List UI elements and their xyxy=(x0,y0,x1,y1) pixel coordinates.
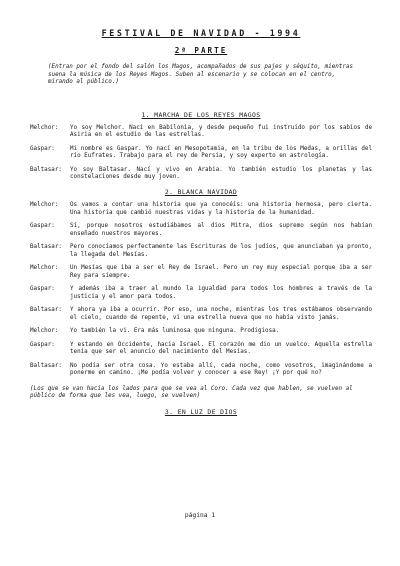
dialogue-text: No podía ser otra cosa. Yo estaba allí, cada noche, como vosotros, imaginándome a ponerme en camino. ¡Me podía volver y conocer a ese Rey! ¡Y por qué no? xyxy=(70,362,372,377)
speaker-name: Gaspar: xyxy=(30,223,55,230)
document-title: FESTIVAL DE NAVIDAD - 1994 xyxy=(101,28,301,38)
speaker-name: Melchor: xyxy=(30,328,59,335)
dialogue-line xyxy=(30,265,372,280)
speaker-name: Baltasar: xyxy=(30,244,62,251)
dialogue-text: Mi nombre es Gaspar. Yo nací en Mesopotamia, en la tribu de los Medas, a orillas del río Eufrates. Trabajo para el rey de Persia, y soy experto en astrología. xyxy=(70,145,372,160)
dialogue-line xyxy=(30,342,372,357)
speaker-name: Gaspar: xyxy=(30,145,55,152)
speaker-name: Melchor: xyxy=(30,202,59,209)
dialogue-line xyxy=(30,363,372,378)
speaker-name: Gaspar: xyxy=(30,341,55,348)
dialogue-text: Y ahora ya iba a ocurrir. Por eso, una noche, mientras los tres estábamos observando el cielo, cuando de repente, vi una estrella nueva que no había visto jamás. xyxy=(70,307,372,321)
speaker-name: Melchor: xyxy=(30,124,59,131)
dialogue-line xyxy=(30,223,372,238)
section-heading-navidad: 2. BLANCA NAVIDAD xyxy=(164,188,238,197)
dialogue-text: Os vamos a contar una historia que ya conocéis: una historia hermosa, pero cierta. Una historia que cambió nuestras vidas y la historia de la humanidad. xyxy=(70,202,372,216)
dialogue-line xyxy=(30,125,372,140)
dialogue-line xyxy=(30,328,372,335)
dialogue-text: Yo soy Melchor. Nací en Babilonia, y desde pequeño fui instruido por los sabios de Asiria en el estudio de las estrellas. xyxy=(70,124,372,139)
part-heading: 2ª PARTE xyxy=(174,46,228,55)
dialogue-line xyxy=(30,244,372,259)
dialogue-text: Pero conocíamos perfectamente las Escrituras de los judíos, que anunciaban ya pronto, la llegada del Mesías. xyxy=(70,244,372,258)
page-number: página 1 xyxy=(184,512,216,519)
dialogue-line xyxy=(30,202,372,217)
stage-direction-bottom: (Los que se van hacia los lados para que se vea al Coro. Cada vez que hablen, se vuelven al público de forma que les vea, luego, se vuelven) xyxy=(30,385,353,400)
stage-direction-top: (Entran por el fondo del salón los Magos, acompañados de sus pajes y séquito, mientras suena la música de los Reyes Magos. Suben al escenario y se colocan en el centro, mirando al público.) xyxy=(48,64,353,86)
speaker-name: Baltasar: xyxy=(30,166,62,173)
dialogue-text: Yo soy Baltasar. Nací y vivo en Arabia. Yo también estudio los planetas y las constelaciones desde muy joven. xyxy=(70,166,372,181)
speaker-name: Gaspar: xyxy=(30,286,55,293)
speaker-name: Baltasar: xyxy=(30,307,62,314)
dialogue-line xyxy=(30,167,372,182)
speaker-name: Melchor: xyxy=(30,265,59,272)
dialogue-line xyxy=(30,146,372,161)
section-heading-marcha: 1. MARCHA DE LOS REYES MAGOS xyxy=(141,110,261,119)
dialogue-text: Y además iba a traer al mundo la igualdad para todos los hombres a través de la justicia y el amor para todos. xyxy=(70,286,372,300)
dialogue-line xyxy=(30,307,372,322)
speaker-name: Baltasar: xyxy=(30,362,62,369)
dialogue-line xyxy=(30,286,372,301)
dialogue-text: Un Mesías que iba a ser el Rey de Israel. Pero un rey muy especial porque iba a ser Rey para siempre. xyxy=(70,265,372,279)
dialogue-text: Sí, porque nosotros estudiábamos al dios Mitra, dios supremo según nos habían enseñado nuestros mayores. xyxy=(70,223,372,237)
section-heading-luz: 3. EN LUZ DE DIOS xyxy=(164,407,238,416)
dialogue-text: Yo también la vi. Era más luminosa que ninguna. Prodigiosa. xyxy=(70,328,280,335)
dialogue-text: Y estando en Occidente, hacia Israel. El corazón me dio un vuelco. Aquella estrella tenía que ser el anuncio del nacimiento del Mesías. xyxy=(70,341,372,356)
